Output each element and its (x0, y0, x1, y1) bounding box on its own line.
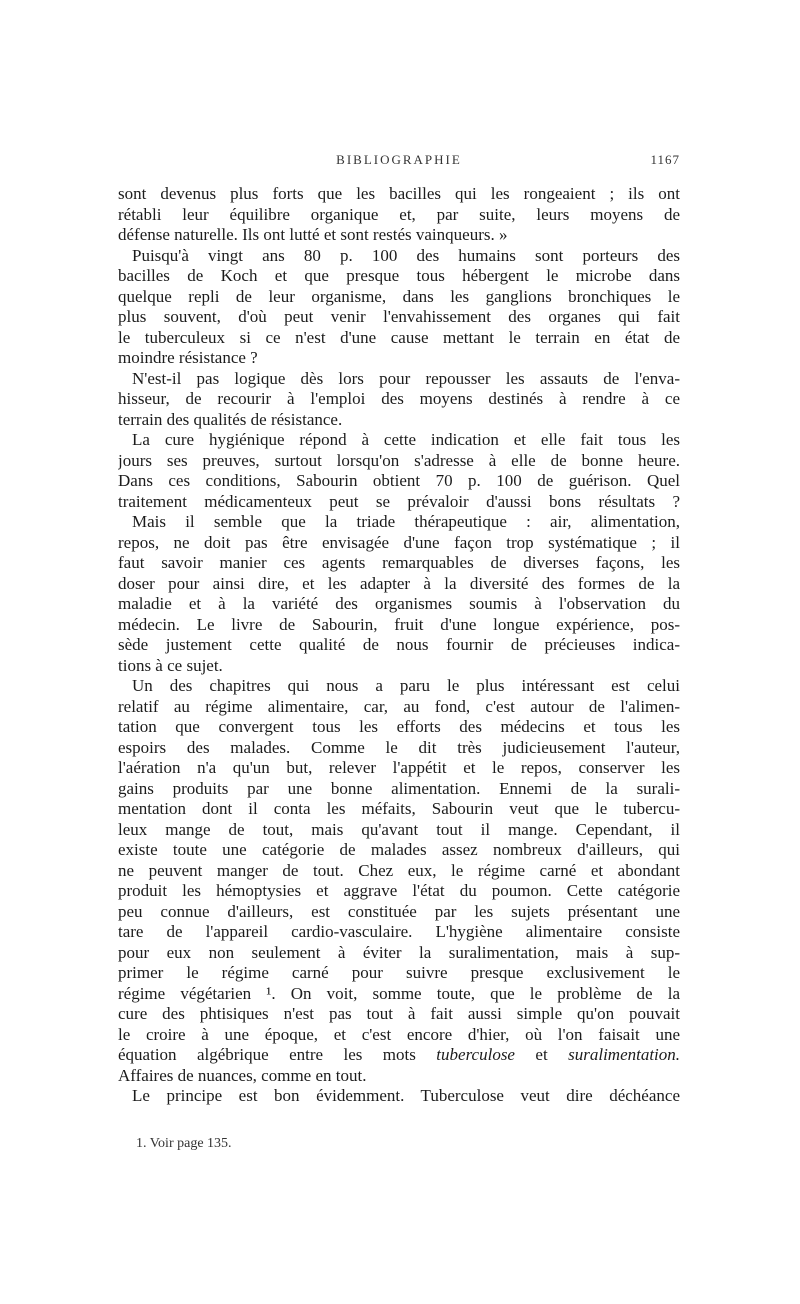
text-line: La cure hygiénique répond à cette indication et elle fait tous les (132, 430, 680, 449)
text-line: terrain des qualités de résistance. (118, 409, 343, 429)
text-line: doser pour ainsi dire, et les adapter à la diversité des formes de la (118, 573, 680, 593)
text-line: hisseur, de recourir à l'emploi des moyens destinés à rendre à ce (118, 389, 680, 408)
text-line: moindre résistance ? (118, 348, 258, 367)
running-title: BIBLIOGRAPHIE (336, 152, 462, 167)
text-line: espoirs des malades. Comme le dit très judicieusement l'auteur, (118, 737, 680, 757)
text-line: existe toute une catégorie de malades assez nombreux d'ailleurs, qui (118, 840, 680, 859)
text-line: relatif au régime alimentaire, car, au fond, c'est autour de l'alimen- (118, 696, 680, 716)
text-line: tions à ce sujet. (118, 655, 223, 675)
text-line: défense naturelle. Ils ont lutté et sont restés vainqueurs. » (118, 225, 508, 244)
text-line: le croire à une époque, et c'est encore d'hier, où l'on faisait une (118, 1024, 680, 1044)
text-line: médecin. Le livre de Sabourin, fruit d'une longue expérience, pos- (118, 614, 680, 634)
text-line: Mais il semble que la triade thérapeutique : air, alimentation, (132, 512, 680, 531)
text-line: jours ses preuves, surtout lorsqu'on s'adresse à elle de bonne heure. (118, 450, 680, 470)
page-number: 1167 (650, 152, 680, 167)
text-line: plus souvent, d'où peut venir l'envahissement des organes qui fait (118, 307, 680, 326)
text-line: repos, ne doit pas être envisagée d'une façon trop systématique ; il (118, 532, 680, 552)
text-line: mentation dont il conta les méfaits, Sabourin veut que le tubercu- (118, 799, 680, 818)
text-line: faut savoir manier ces agents remarquables de diverses façons, les (118, 553, 680, 572)
text-line-mixed (118, 1045, 680, 1066)
text-line: bacilles de Koch et que presque tous hébergent le microbe dans (118, 266, 680, 285)
text-line: tation que convergent tous les efforts des médecins et tous les (118, 717, 680, 736)
text-line: Le principe est bon évidemment. Tuberculose veut dire déchéance (132, 1086, 680, 1105)
text-line: pour eux non seulement à éviter la suralimentation, mais à sup- (118, 942, 680, 962)
text-line: peu connue d'ailleurs, est constituée par les sujets présentant une (118, 901, 680, 921)
text-line: Un des chapitres qui nous a paru le plus intéressant est celui (132, 676, 680, 695)
text-line: Dans ces conditions, Sabourin obtient 70 p. 100 de guérison. Quel (118, 471, 680, 490)
text-line: Puisqu'à vingt ans 80 p. 100 des humains sont porteurs des (132, 245, 680, 265)
text-segment: équation algébrique entre les mots (118, 1045, 416, 1064)
body-text (118, 184, 680, 1107)
text-line: l'aération n'a qu'un but, relever l'appétit et le repos, conserver les (118, 758, 680, 777)
text-line: ne peuvent manger de tout. Chez eux, le régime carné et abondant (118, 860, 680, 880)
text-line: leux mange de tout, mais qu'avant tout il mange. Cependant, il (118, 819, 680, 839)
page-header (118, 152, 680, 172)
text-line: traitement médicamenteux peut se prévaloir d'aussi bons résultats ? (118, 491, 680, 511)
text-line: quelque repli de leur organisme, dans les ganglions bronchiques le (118, 286, 680, 306)
text-line: sède justement cette qualité de nous fournir de précieuses indica- (118, 635, 680, 654)
italic-term-suralimentation: suralimentation. (568, 1045, 680, 1064)
text-line: N'est-il pas logique dès lors pour repousser les assauts de l'enva- (132, 368, 680, 388)
text-line: primer le régime carné pour suivre presque exclusivement le (118, 963, 680, 982)
text-line: maladie et à la variété des organismes soumis à l'observation du (118, 594, 680, 613)
text-line: le tuberculeux si ce n'est d'une cause mettant le terrain en état de (118, 327, 680, 347)
text-line: tare de l'appareil cardio-vasculaire. L'hygiène alimentaire consiste (118, 922, 680, 941)
text-line: régime végétarien ¹. On voit, somme toute, que le problème de la (118, 983, 680, 1003)
text-segment: et (535, 1045, 548, 1064)
text-line: Affaires de nuances, comme en tout. (118, 1065, 367, 1085)
footnote: 1. Voir page 135. (136, 1136, 232, 1151)
text-line: cure des phtisiques n'est pas tout à fait aussi simple qu'on pouvait (118, 1004, 680, 1023)
text-line: gains produits par une bonne alimentation. Ennemi de la surali- (118, 778, 680, 798)
text-line: produit les hémoptysies et aggrave l'état du poumon. Cette catégorie (118, 881, 680, 900)
text-line: sont devenus plus forts que les bacilles qui les rongeaient ; ils ont (118, 184, 680, 203)
italic-term-tuberculose: tuberculose (436, 1045, 515, 1064)
text-line: rétabli leur équilibre organique et, par suite, leurs moyens de (118, 204, 680, 224)
